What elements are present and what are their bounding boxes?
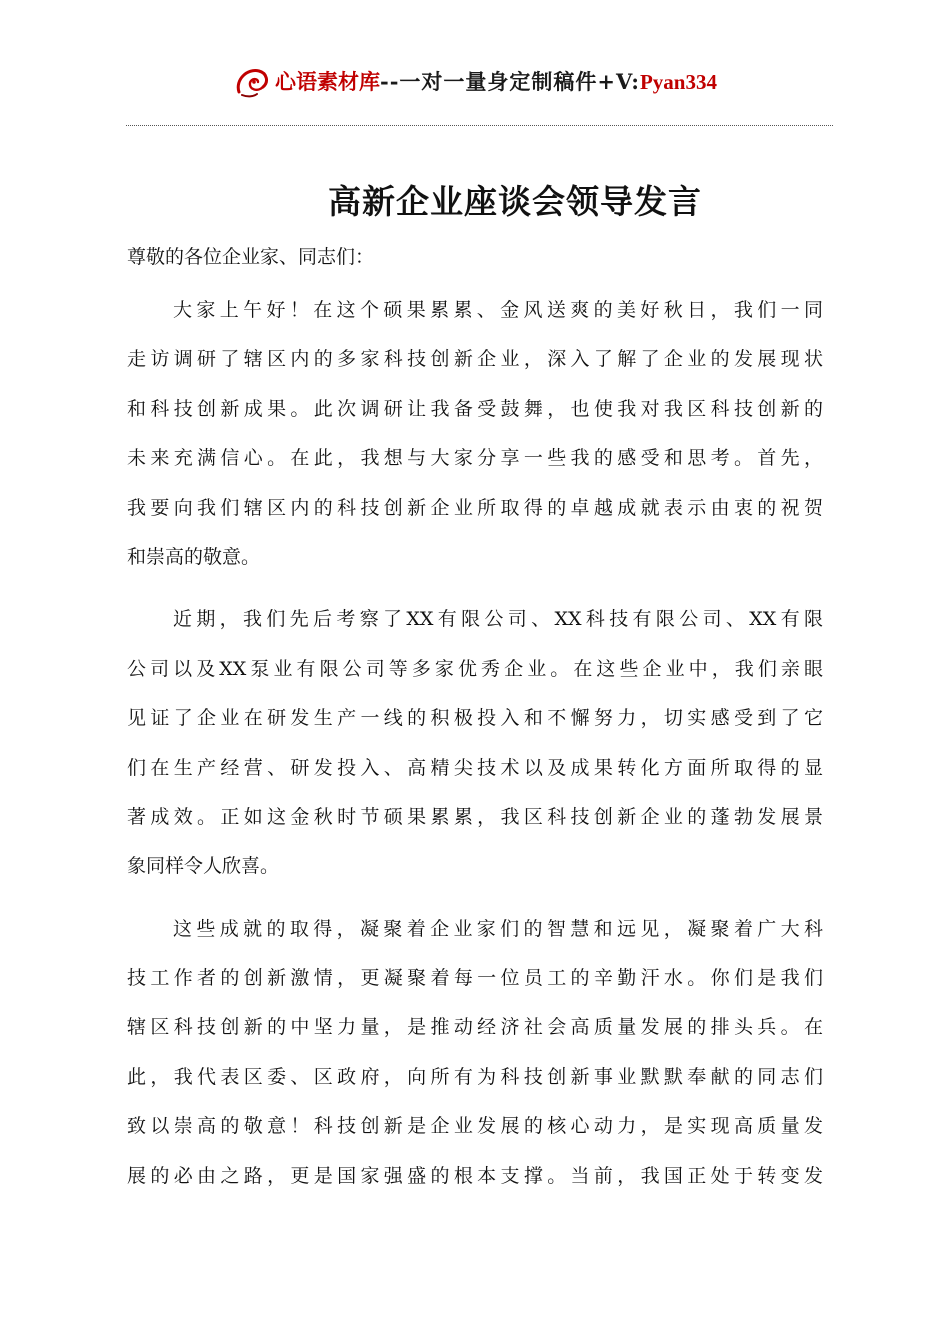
text-line: 著成效。正如这金秋时节硕果累累，我区科技创新企业的蓬勃发展景 — [127, 805, 823, 828]
brand-name: 心语素材库 — [275, 69, 380, 94]
text-line: 技工作者的创新激情，更凝聚着每一位员工的辛勤汗水。你们是我们 — [127, 967, 823, 990]
text-line: 见证了企业在研发生产一线的积极投入和不懈努力，切实感受到了它 — [127, 707, 823, 730]
text-line: 辖区科技创新的中坚力量，是推动经济社会高质量发展的排头兵。在 — [127, 1016, 823, 1039]
document-title: 高新企业座谈会领导发言 — [328, 182, 702, 221]
text-line: 我要向我们辖区内的科技创新企业所取得的卓越成就表示由衷的祝贺 — [127, 496, 823, 519]
text-line: 象同样令人欣喜。 — [127, 855, 280, 878]
text-line: 近期，我们先后考察了XX有限公司、XX科技有限公司、XX有限 — [173, 608, 823, 631]
paragraph-1 — [127, 286, 823, 582]
paragraph-3 — [127, 905, 823, 1201]
paragraph-2 — [127, 595, 823, 891]
header-tagline: --一对一量身定制稿件+V: — [380, 69, 640, 94]
header-text — [275, 71, 717, 93]
text-line: 们在生产经营、研发投入、高精尖技术以及成果转化方面所取得的显 — [127, 756, 823, 779]
document-body — [127, 286, 823, 1214]
contact-id: Pyan334 — [639, 70, 717, 94]
text-line: 和科技创新成果。此次调研让我备受鼓舞，也使我对我区科技创新的 — [127, 397, 823, 420]
text-line: 未来充满信心。在此，我想与大家分享一些我的感受和思考。首先， — [127, 447, 823, 470]
page-header — [0, 60, 950, 104]
header-divider — [126, 125, 833, 126]
text-line: 走访调研了辖区内的多家科技创新企业，深入了解了企业的发展现状 — [127, 348, 823, 371]
text-line: 致以崇高的敬意！科技创新是企业发展的核心动力，是实现高质量发 — [127, 1115, 823, 1138]
text-line: 大家上午好！在这个硕果累累、金风送爽的美好秋日，我们一同 — [173, 299, 823, 321]
text-line: 和崇高的敬意。 — [127, 545, 261, 568]
text-line: 这些成就的取得，凝聚着企业家们的智慧和远见，凝聚着广大科 — [173, 917, 823, 940]
swirl-logo-icon — [233, 62, 273, 102]
text-line: 此，我代表区委、区政府，向所有为科技创新事业默默奉献的同志们 — [127, 1065, 823, 1088]
text-line: 公司以及XX泵业有限公司等多家优秀企业。在这些企业中，我们亲眼 — [127, 657, 823, 680]
text-line: 展的必由之路，更是国家强盛的根本支撑。当前，我国正处于转变发 — [127, 1164, 823, 1187]
salutation: 尊敬的各位企业家、同志们： — [127, 246, 375, 268]
